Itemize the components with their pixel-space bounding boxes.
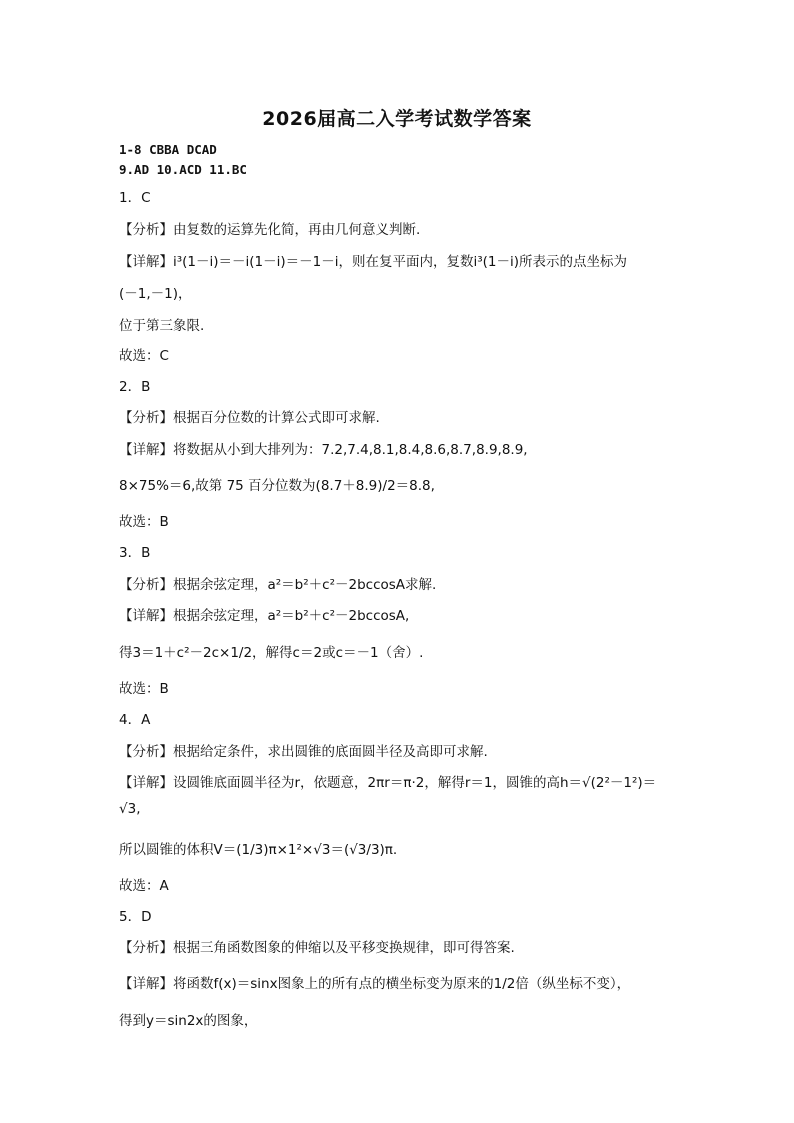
analysis-line: 【分析】根据给定条件，求出圆锥的底面圆半径及高即可求解. bbox=[119, 744, 488, 760]
page-title: 2026届高二入学考试数学答案 bbox=[262, 108, 532, 130]
detail-line: 得到y＝sin2x的图象， bbox=[119, 1013, 258, 1029]
answer-key-line-2: 9.AD 10.ACD 11.BC bbox=[119, 162, 247, 177]
choice-line: 故选：A bbox=[119, 878, 169, 894]
detail-line: 所以圆锥的体积V＝(1/3)π×1²×√3＝(√3/3)π. bbox=[119, 842, 398, 858]
analysis-line: 【分析】根据三角函数图象的伸缩以及平移变换规律，即可得答案. bbox=[119, 940, 515, 956]
detail-line: 得3＝1＋c²－2c×1/2，解得c＝2或c＝－1（舍）. bbox=[119, 645, 424, 661]
choice-line: 故选：C bbox=[119, 348, 169, 364]
choice-line: 故选：B bbox=[119, 514, 169, 530]
detail-line: (－1,－1)， bbox=[119, 286, 192, 302]
analysis-line: 【分析】由复数的运算先化简，再由几何意义判断. bbox=[119, 222, 421, 238]
analysis-line: 【分析】根据余弦定理，a²＝b²＋c²－2bccosA求解. bbox=[119, 577, 437, 593]
detail-line: 位于第三象限. bbox=[119, 318, 205, 334]
detail-line: 【详解】根据余弦定理，a²＝b²＋c²－2bccosA, bbox=[119, 608, 410, 624]
question-number: 5．D bbox=[119, 909, 152, 925]
question-number: 1．C bbox=[119, 190, 151, 206]
choice-line: 故选：B bbox=[119, 681, 169, 697]
answer-key-line-1: 1-8 CBBA DCAD bbox=[119, 142, 217, 157]
detail-line: 【详解】设圆锥底面圆半径为r，依题意，2πr＝π·2，解得r＝1，圆锥的高h＝√(2²－1²)＝ bbox=[119, 775, 657, 791]
question-number: 4．A bbox=[119, 712, 151, 728]
detail-line: 【详解】i³(1－i)＝－i(1－i)＝－1－i，则在复平面内，复数i³(1－i)所表示的点坐标为 bbox=[119, 254, 628, 270]
question-number: 3．B bbox=[119, 545, 151, 561]
question-number: 2．B bbox=[119, 379, 151, 395]
detail-line: 【详解】将数据从小到大排列为：7.2,7.4,8.1,8.4,8.6,8.7,8.9,8.9, bbox=[119, 442, 528, 458]
analysis-line: 【分析】根据百分位数的计算公式即可求解. bbox=[119, 410, 380, 426]
detail-line: √3, bbox=[119, 801, 141, 817]
detail-line: 【详解】将函数f(x)＝sinx图象上的所有点的横坐标变为原来的1/2倍（纵坐标不变）， bbox=[119, 976, 631, 992]
detail-line: 8×75%＝6,故第 75 百分位数为(8.7＋8.9)/2＝8.8, bbox=[119, 478, 435, 494]
